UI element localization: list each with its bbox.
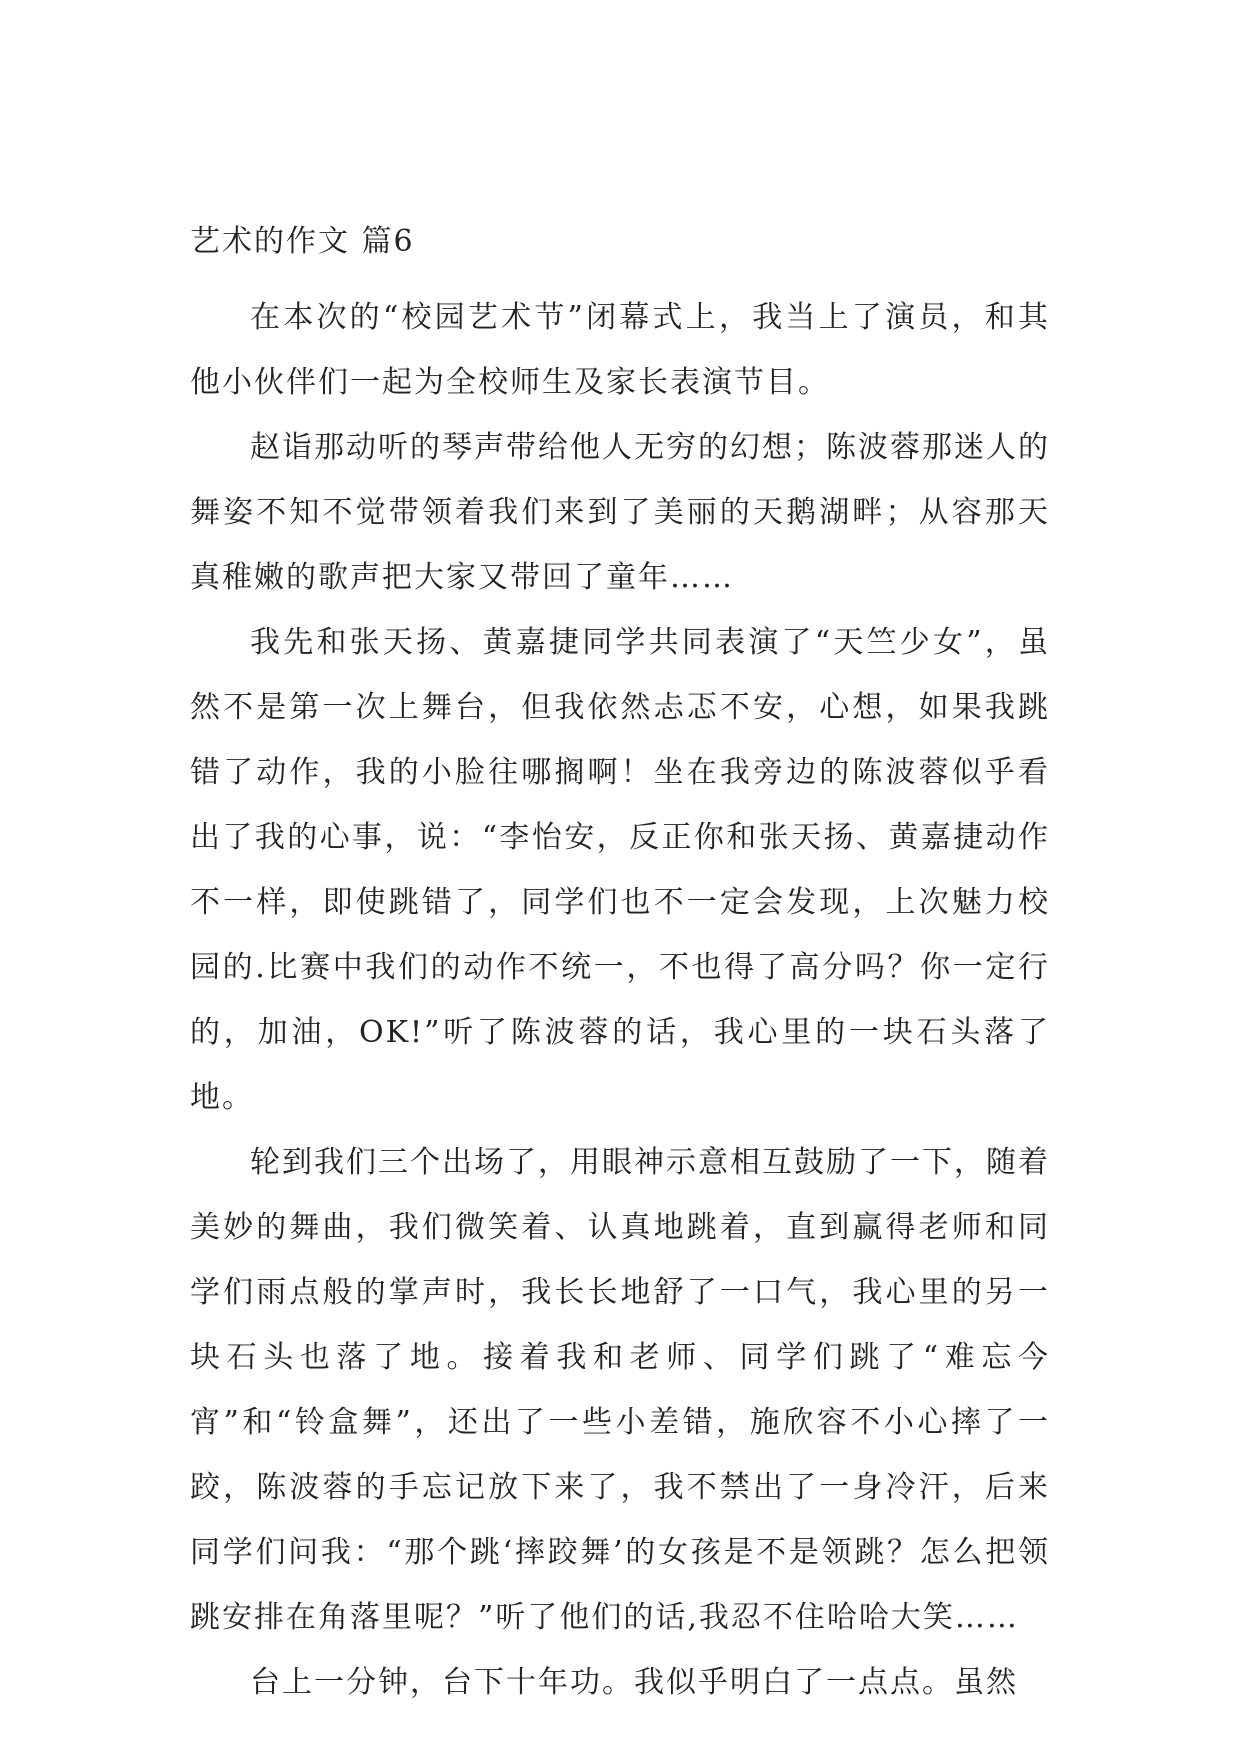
- paragraph-3: 我先和张天扬、黄嘉捷同学共同表演了“天竺少女”，虽然不是第一次上舞台，但我依然忐忑不安，心想，如果我跳错了动作，我的小脸往哪搁啊！坐在我旁边的陈波蓉似乎看出了我的心事，说：“李怡安，反正你和张天扬、黄嘉捷动作不一样，即使跳错了，同学们也不一定会发现，上次魅力校园的.比赛中我们的动作不统一，不也得了高分吗？你一定行的，加油，OK!”听了陈波蓉的话，我心里的一块石头落了地。: [190, 625, 1050, 1115]
- paragraph-5: 台上一分钟，台下十年功。我似乎明白了一点点。虽然: [250, 1665, 1018, 1700]
- paragraph-4: 轮到我们三个出场了，用眼神示意相互鼓励了一下，随着美妙的舞曲，我们微笑着、认真地跳着，直到赢得老师和同学们雨点般的掌声时，我长长地舒了一口气，我心里的另一块石头也落了地。接着我和老师、同学们跳了“难忘今宵”和“铃盒舞”，还出了一些小差错，施欣容不小心摔了一跤，陈波蓉的手忘记放下来了，我不禁出了一身冷汗，后来同学们问我：“那个跳‘摔跤舞’的女孩是不是领跳？怎么把领跳安排在角落里呢？”听了他们的话,我忍不住哈哈大笑……: [190, 1145, 1050, 1635]
- document-body: [190, 220, 1050, 1715]
- document-title: 艺术的作文 篇6: [190, 224, 415, 259]
- paragraph-1: 在本次的“校园艺术节”闭幕式上，我当上了演员，和其他小伙伴们一起为全校师生及家长表演节目。: [190, 300, 1050, 400]
- paragraph-2: 赵诣那动听的琴声带给他人无穷的幻想；陈波蓉那迷人的舞姿不知不觉带领着我们来到了美丽的天鹅湖畔；从容那天真稚嫩的歌声把大家又带回了童年……: [190, 430, 1050, 595]
